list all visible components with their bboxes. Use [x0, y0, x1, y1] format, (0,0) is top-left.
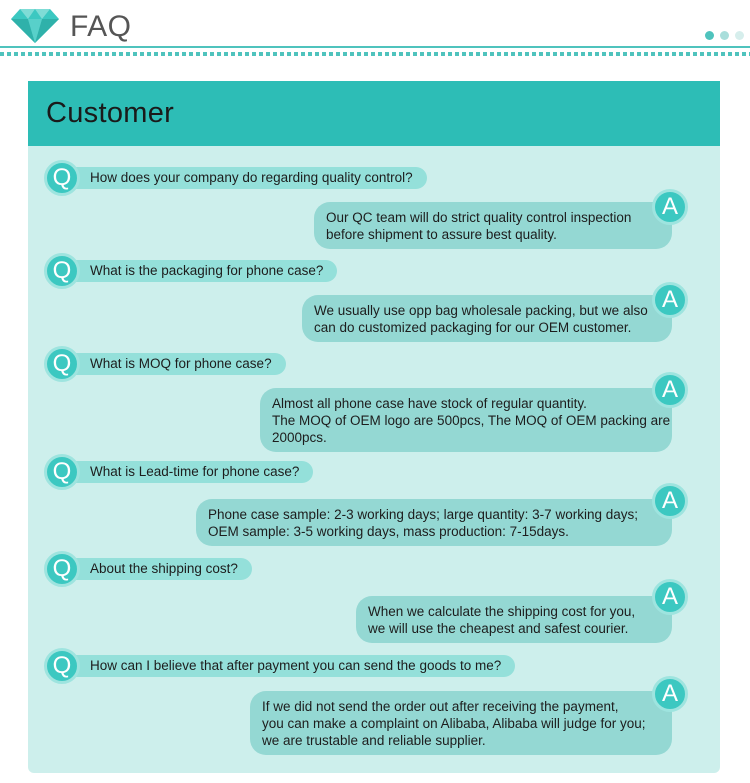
- question-text: What is Lead-time for phone case?: [90, 464, 300, 479]
- answer-a-icon: A: [652, 282, 688, 318]
- answer-line: When we calculate the shipping cost for you,: [368, 604, 636, 619]
- question-q-icon: Q: [44, 648, 80, 684]
- header-dashed-rule: [0, 52, 750, 56]
- diamond-icon: [10, 8, 60, 44]
- carousel-dots: [705, 31, 744, 40]
- question-text: What is MOQ for phone case?: [90, 356, 272, 371]
- answer-a-icon: A: [652, 676, 688, 712]
- answer-a-icon: A: [652, 189, 688, 225]
- answer-line: The MOQ of OEM logo are 500pcs, The MOQ of OEM packing are: [272, 413, 671, 428]
- answer-line: We usually use opp bag wholesale packing, but we also: [314, 303, 648, 318]
- answer-bubble: [314, 202, 672, 249]
- question-q-icon: Q: [44, 253, 80, 289]
- answer-a-icon: A: [652, 372, 688, 408]
- answer-line: If we did not send the order out after receiving the payment,: [262, 699, 619, 714]
- question-q-icon: Q: [44, 160, 80, 196]
- question-text: What is the packaging for phone case?: [90, 263, 324, 278]
- dot-indicator[interactable]: [720, 31, 729, 40]
- answer-line: 2000pcs.: [272, 430, 327, 445]
- answer-bubble: [260, 388, 672, 452]
- question-bubble[interactable]: [62, 260, 337, 282]
- answer-a-icon: A: [652, 579, 688, 615]
- header-rule: [0, 46, 750, 48]
- answer-bubble: [196, 499, 672, 546]
- question-bubble[interactable]: [62, 167, 427, 189]
- answer-bubble: [302, 295, 672, 342]
- answer-line: OEM sample: 3-5 working days, mass production: 7-15days.: [208, 524, 569, 539]
- panel-title: Customer: [46, 97, 175, 129]
- question-q-icon: Q: [44, 551, 80, 587]
- panel-header: [28, 81, 720, 146]
- question-bubble[interactable]: [62, 655, 515, 677]
- question-text: How does your company do regarding quality control?: [90, 170, 413, 185]
- question-bubble[interactable]: [62, 558, 252, 580]
- question-text: About the shipping cost?: [90, 561, 238, 576]
- answer-line: Phone case sample: 2-3 working days; large quantity: 3-7 working days;: [208, 507, 638, 522]
- answer-a-icon: A: [652, 483, 688, 519]
- answer-line: you can make a complaint on Alibaba, Alibaba will judge for you;: [262, 716, 646, 731]
- answer-line: Our QC team will do strict quality control inspection: [326, 210, 632, 225]
- answer-bubble: [250, 691, 672, 755]
- faq-title: FAQ: [70, 10, 132, 43]
- answer-line: before shipment to assure best quality.: [326, 227, 557, 242]
- customer-faq-panel: [28, 81, 720, 773]
- question-bubble[interactable]: [62, 461, 313, 483]
- question-q-icon: Q: [44, 346, 80, 382]
- answer-line: Almost all phone case have stock of regular quantity.: [272, 396, 587, 411]
- dot-indicator[interactable]: [705, 31, 714, 40]
- question-bubble[interactable]: [62, 353, 286, 375]
- answer-line: can do customized packaging for our OEM customer.: [314, 320, 632, 335]
- answer-line: we are trustable and reliable supplier.: [262, 733, 486, 748]
- answer-bubble: [356, 596, 672, 643]
- dot-indicator[interactable]: [735, 31, 744, 40]
- question-q-icon: Q: [44, 454, 80, 490]
- question-text: How can I believe that after payment you can send the goods to me?: [90, 658, 502, 673]
- answer-line: we will use the cheapest and safest courier.: [368, 621, 629, 636]
